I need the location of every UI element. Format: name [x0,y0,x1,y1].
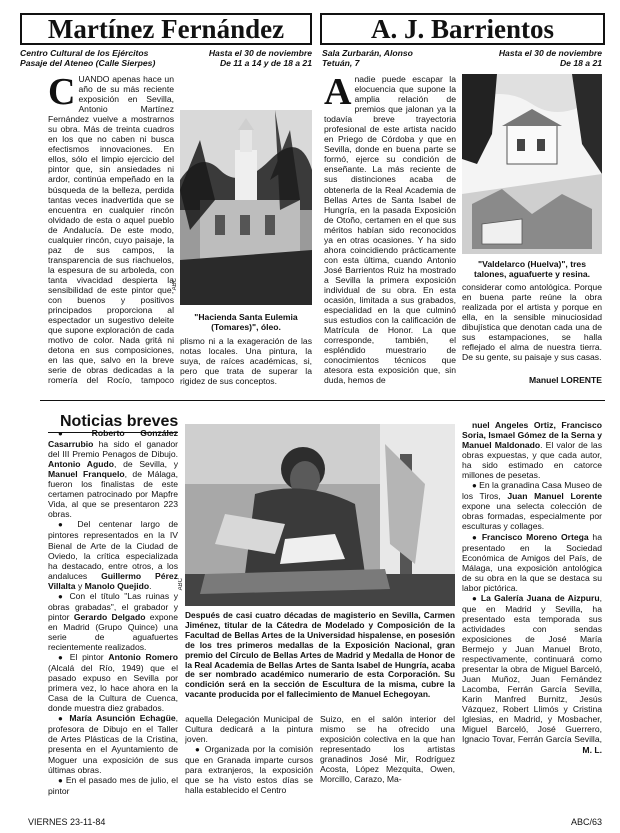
right-venue-line2: Tetuán, 7 [322,58,360,68]
news-item [462,593,602,744]
news-photo-credit: ABC [178,578,184,591]
news-item-name: nuel Angeles Ortiz, Francisco Soria, Ismael Gómez de la Serna y Manuel Maldonado [462,420,602,451]
news-item-text: y [75,580,85,591]
news-item-text: ha presentado en la Sociedad Económica de Amigos del País, de Málaga, una exposición antológica de su obra en la que se destaca su labor pictórica. [462,531,602,593]
news-bullet-icon: ● [58,653,70,663]
left-photo-credit: ABC [172,278,178,291]
news-col3 [320,714,455,814]
right-article-col1-text: nadie puede escapar la elocuencia que supone la amplia relación de premios que jalonan ya la todavía breve trayectoria profesional de este artista nacido en Priego de Córdoba y que en Sevilla, donde en buena parte se formó, ejerce su condición de enseñante. La más reciente de sus distinciones acaba de obtenerla de la Real Academia de Bellas Artes de Santa Isabel de Hungría, en la pasada Exposición de Otoño, certamen en el que sus méritos habían sido reconocidos ya en otras ocasiones. Y ha sido ahora coincidiendo prácticamente con esta última, cuando Antonio José Barrientos Ruiz ha mostrado a Sevilla la primera exposición individual de su obra. En esta ocasión, limitada a sus grabados, especialidad en la que culminó sus estudios con la calificación de Matrícula de Honor. La que corresponde, también, el espléndido muestrario de conocimientos técnicos que atesora esta exposición que, sin duda, hemos de [324,74,456,386]
news-item [48,775,178,796]
news-item-text: (Alcalá del Río, 1949) que el pasado expuso en Sevilla por primera vez, lo hace ahora en la Casa de la Cultura de Cuenca, donde muestra diez grabados. [48,663,178,714]
news-item [462,480,602,531]
news-col2 [185,714,313,814]
right-article-col2-text: considerar como antológica. Porque en buena parte reúne la obra realizada por el artista y porque en ella, en la sensible minuciosidad dibujística que denotan cada una de sus estampaciones, se halla reflejado el alma de nuestra tierra. De su gente, su paisaje y sus casas. [462,282,602,362]
news-item-name: Juan Manuel Lorente [507,491,602,502]
left-dates-line2: De 11 a 14 y de 18 a 21 [219,58,312,68]
footer-date: VIERNES 23-11-84 [28,817,106,827]
news-bullet-icon: ● [58,520,78,530]
news-bullet-icon: ● [472,481,480,491]
left-article-col1-text: UANDO apenas hace un año de su más reciente exposición en Sevilla, Antonio Martínez Fernández vuelve a mostrarnos su obra. Más de treinta cuadros en los que no caben ni busca efectismos innovaciones. En ellos, sólo el limpio ejercicio del pintor que, sin ansiedades ni ardor, continúa empeñado en la búsqueda de la belleza, perdida tantas veces inadvertida que se encuentra en cualquier rincón olvidado de esta o aquel pueblo de Andalucía. De este modo, cualquier rincón, cuyo paisaje, la paz de sus campos, la transparencia de sus riachuelos, la espesura de su arboleda, con tanta vivacidad despierta la sensibilidad de este pintor que, con buenos y positivos principados proporciona al espectador un sugestivo deleite que supone exploración de cada motivo de color. Nada gritá ni detona en sus composiciones, en las que, salvo en la breve serie de obras dedicadas a la romería del Rocío, tampoco [48,74,174,386]
right-article-photo [462,74,602,254]
right-article-body-col2 [462,282,602,362]
news-item-text: , de Sevilla, y [114,459,178,470]
news-bullet-icon: ● [58,714,70,724]
news-item [462,420,602,480]
news-item-name: Antonio Romero [108,652,178,663]
left-article-title-box [20,13,312,45]
news-item-name: Antonio Agudo [48,459,115,470]
news-item [462,532,602,593]
news-item-text: , profesora de Dibujo en el Taller de Artes Plásticas de la Cristina, presenta en el Ayuntamiento de Moguer una exposición de sus últimas obras. [48,713,178,775]
left-venue-line1: Centro Cultural de los Ejércitos [20,48,149,58]
sculptor-photo-illustration [185,424,455,606]
news-item-text: . [149,580,152,591]
right-article-title-box [320,13,605,45]
news-item-text: Con el título "Las ruinas y obras grabadas", el grabador y pintor [48,590,178,622]
news-item-text: ha sido el ganador del III Premio Penagos de Dibujo. [48,439,178,460]
news-photo [185,424,455,606]
left-article-venue [20,48,312,68]
news-col2-p2 [185,744,313,795]
news-item [48,652,178,713]
news-signature: M. L. [582,745,602,755]
hacienda-photo-illustration [180,110,312,305]
news-item-name: Roberto González Casarrubio [48,428,178,450]
right-venue-line1: Sala Zurbarán, Alonso [322,48,413,58]
footer-page: ABC/63 [570,817,602,827]
left-photo-caption: "Hacienda Santa Eulemia (Tomares)", óleo. [194,312,298,332]
right-dates-line2: De 18 a 21 [559,58,602,68]
news-bullet-icon: ● [58,429,92,438]
news-item-text: , que en Madrid y Sevilla, ha presentado esta temporada sus actividades con sendas exposiciones de José María Bermejo y Juan Manuel Broto, respectivamente, continuará como presentar la obra de Miguel Barceló, Juan Muñoz, Juan Fernández Lacomba, Ferrán García Sevilla, Karin Manfred Burnitz, Jesús Vázquez, Robert Llimós y Cristina Iglesias, en Madrid, y Mosbacher, Miguel Barceló, José Guerrero, Ignacio Tovar, Ferrán García Sevilla, [462,592,602,744]
news-item-text: En el pasado mes de julio, el pintor [48,774,178,796]
news-item-name: Manuel Franquelo [48,469,125,480]
news-item [48,428,178,519]
news-bullet-icon: ● [472,593,481,603]
news-col4 [462,420,602,744]
news-col1 [48,428,178,814]
left-article-body-col2 [180,336,312,386]
right-photo-caption: "Valdelarco (Huelva)", tres talones, aguafuerte y resina. [473,259,591,279]
section-divider [40,400,605,401]
news-item-text: expone en Madrid (Grupo Quince) una serie de aguafuertes recientemente realizados. [48,611,178,652]
news-item-name: María Asunción Echagüe [69,713,176,724]
news-item-name: Gerardo Delgado [73,611,146,622]
news-item [48,713,178,774]
news-item [48,591,178,652]
valdelarco-etching-illustration [462,74,602,254]
news-title: Noticias breves [60,413,179,430]
right-dates-line1: Hasta el 30 de noviembre [498,48,602,58]
right-article-signature: Manuel LORENTE [528,375,602,385]
left-article-body-col1 [48,74,174,386]
right-article-body-col1 [324,74,456,386]
news-item-text: , de Málaga, fueron los finalistas de este certamen patrocinado por Mapfre Vida, al que se presentaron 223 obras. [48,469,178,520]
left-article-dropcap: C [48,74,76,113]
left-article-col2-text: plismo ni a la exageración de las notas locales. Una pintura, la suya, de raíces académicas, si, pero que trata de superar la rigidez de sus conceptos. [180,336,312,386]
news-item-name: Francisco Moreno Ortega [481,531,589,542]
news-col2b-text: Organizada por la comisión que en Granada imparte cursos para extranjeros, la exposición que se ha visto estos días se halla establecido el Centro [185,744,313,796]
news-item-name: Guillermo Pérez Villalta [48,570,178,591]
news-item-text: . El valor de las obras expuestas, y que cada autor, ha sido estimado en catorce millones de pesetas. [462,440,602,481]
news-bullet-icon: ● [58,591,70,601]
news-item [48,519,178,590]
news-item-text: Del centenar largo de pintores representados en la IV Bienal de Arte de la Ciudad de Oviedo, la crítica especializada ha destacado, entre otros, a los andaluces [48,519,178,581]
news-photo-caption: Después de casi cuatro décadas de magisterio en Sevilla, Carmen Jiménez, titular de la Cátedra de Modelado y Composición de la Facultad de Bellas Artes de la Universidad hispalense, en posesión de los tres primeros medallas de la Exposición Nacional, gran premio del Círculo de Bellas Artes de Madrid y Medalla de Honor de la Real Academia de Bellas Artes de Santa Isabel de Hungría, acaba de ser nombrado académico numerario de esta Corporación. Su condición será en la sección de Escultura de la misma, cubre la vacante producida por el fallecimiento de Manuel Echegoyan. [185,611,455,700]
news-bullet-icon: ● [472,532,482,542]
left-article-title: Martínez Fernández [47,14,285,44]
news-item-name: La Galería Juana de Aizpuru [480,592,600,603]
right-article-venue [322,48,602,68]
news-item-text: expone una selecta colección de obras formadas, especialmente por esculturas y collages. [462,501,602,532]
news-col3-text: Suizo, en el salón interior del mismo se ha ofrecido una exposición colectiva en la que han representado los artistas granadinos José Mir, Rodríguez Acosta, López Mezquita, Owen, Morcillo, Carazo, Ma- [320,714,455,785]
right-article-dropcap: A [324,74,352,113]
left-article-photo [180,110,312,305]
news-item-name: Manolo Quejido [84,580,150,591]
news-item-text: El pintor [69,652,109,663]
right-article-title: A. J. Barrientos [371,14,554,44]
left-dates-line1: Hasta el 30 de noviembre [208,48,312,58]
news-item-text: En la granadina Casa Museo de los Tiros, [462,480,602,502]
news-bullet-icon: ● [58,775,66,785]
news-bullet-icon: ● [195,745,202,755]
news-col2-p1: aquella Delegación Municipal de Cultura dedicará a la pintura joven. [185,714,313,745]
left-venue-line2: Pasaje del Ateneo (Calle Sierpes) [20,58,156,68]
